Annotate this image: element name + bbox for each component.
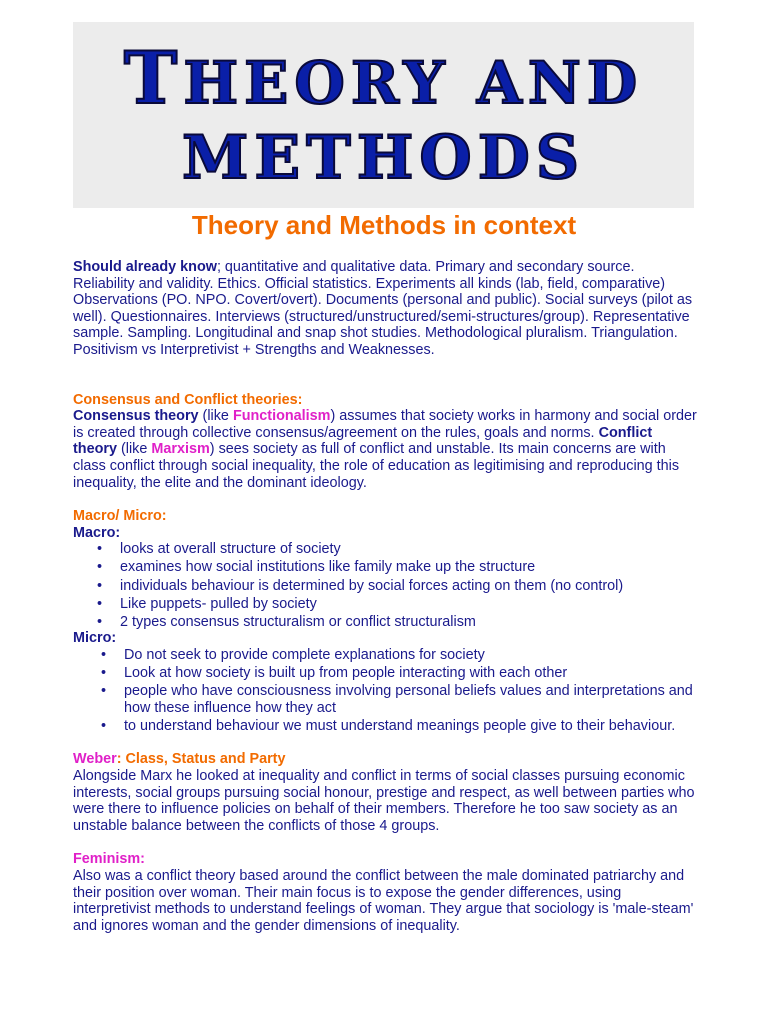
- list-item: • 2 types consensus structuralism or conflict structuralism: [73, 614, 698, 631]
- list-item: • Do not seek to provide complete explanations for society: [73, 647, 698, 664]
- consensus-text-2: ) assumes that society works in harmony and social order is created through collective consensus/agreement on the rules, goals and norms.: [73, 408, 697, 441]
- title-banner: [73, 22, 694, 208]
- banner-title-line-2: METHODS: [181, 123, 586, 193]
- consensus-text-3: (like: [116, 441, 152, 458]
- feminism-paragraph: Also was a conflict theory based around the conflict between the male dominated patriarchy and their position over woman. Their main focus is to expose the gender differences, using interpretivist methods to understand feelings of woman. They argue that sociology is 'male-steam' and ignores woman and the gender dimensions of inequality.: [73, 867, 694, 934]
- micro-list: [73, 647, 698, 734]
- macro-micro-heading: Macro/ Micro:: [73, 508, 167, 525]
- banner-initial: T: [123, 35, 184, 120]
- conflict-term: Conflict theory: [73, 424, 653, 458]
- list-item: • looks at overall structure of society: [73, 541, 698, 558]
- list-item: • people who have consciousness involving personal beliefs values and interpretations and how these influence how they act: [73, 683, 698, 716]
- weber-paragraph: Alongside Marx he looked at inequality and conflict in terms of social classes pursuing economic interests, social groups pursuing social honour, prestige and respect, as well between parties who were there to influence policies on behalf of their members. Therefore he too saw society as an unstable balance between the conflicts of those 4 groups.: [73, 767, 695, 834]
- weber-heading-rest: : Class, Status and Party: [116, 751, 286, 768]
- feminism-heading: Feminism:: [73, 851, 145, 868]
- consensus-paragraph: [73, 408, 698, 491]
- consensus-text-1: (like: [198, 408, 233, 425]
- banner-line-1-rest: HEORY AND: [183, 49, 644, 117]
- page-subtitle: Theory and Methods in context: [191, 210, 577, 240]
- list-item: • Like puppets- pulled by society: [73, 596, 698, 613]
- list-item: • Look at how society is built up from people interacting with each other: [73, 665, 698, 682]
- weber-name: Weber: [73, 751, 117, 768]
- micro-label: Micro:: [73, 630, 117, 647]
- weber-heading: [73, 751, 698, 768]
- functionalism-term: Functionalism: [232, 408, 331, 425]
- list-item: • to understand behaviour we must understand meanings people give to their behaviour.: [73, 718, 698, 735]
- marxism-term: Marxism: [151, 441, 210, 458]
- list-item: • examines how social institutions like family make up the structure: [73, 559, 698, 576]
- list-item: • individuals behaviour is determined by social forces acting on them (no control): [73, 578, 698, 595]
- consensus-text-4: ) sees society as full of conflict and unstable. Its main concerns are with class conflict through social inequality, the role of education as legitimising and reproducing this inequality, the elite and the dominant ideology.: [73, 441, 680, 491]
- document-body: [73, 259, 698, 934]
- consensus-term: Consensus theory: [73, 408, 199, 425]
- macro-label: Macro:: [73, 524, 121, 541]
- intro-paragraph: [73, 259, 698, 359]
- macro-list: [73, 541, 698, 630]
- consensus-heading: Consensus and Conflict theories:: [73, 391, 303, 408]
- banner-title-line-1: [73, 35, 694, 120]
- intro-text: ; quantitative and qualitative data. Primary and secondary source. Reliability and validity. Ethics. Official statistics. Experiments all kinds (lab, field, comparative) Observations (PO. NPO. Covert/overt). Documents (personal and public). Social surveys (pilot as well). Questionnaires. Interviews (structured/unstructured/semi-structures/group). Representative sample. Sampling. Longitudinal and snap shot studies. Methodological pluralism. Triangulation. Positivism vs Interpretivist + Strengths and Weaknesses.: [73, 259, 693, 358]
- intro-lead: Should already know: [73, 259, 217, 275]
